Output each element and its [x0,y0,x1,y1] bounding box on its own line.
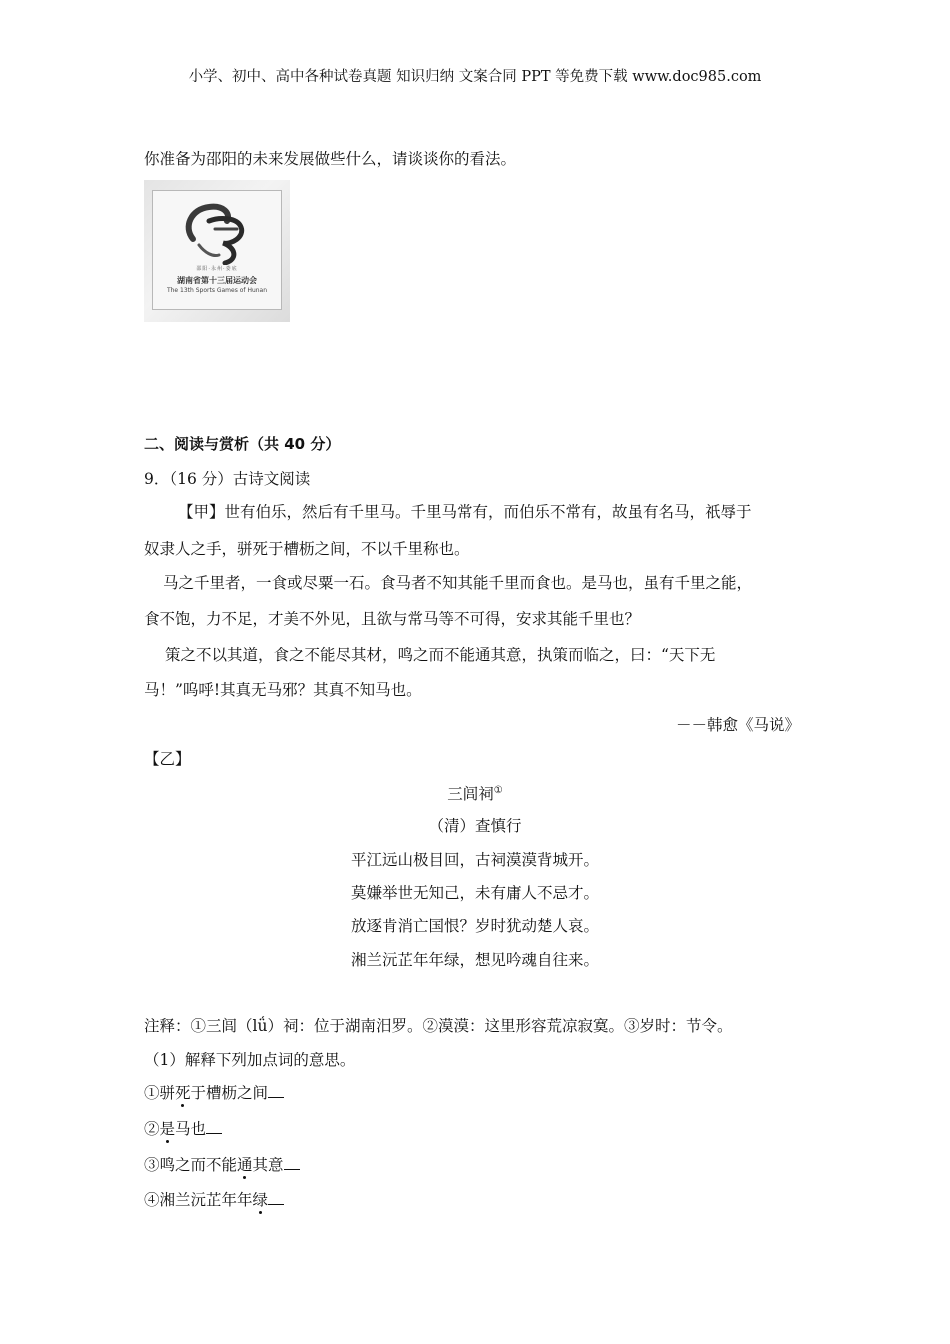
item-text-after: 其意 [252,1156,284,1174]
jia-paragraph-2-line-2: 食不饱，力不足，才美不外见，且欲与常马等不可得，安求其能千里也？ [144,610,641,628]
jia-paragraph-2-line-1: 马之千里者，一食或尽粟一石。食马者不知其能千里而食也。是马也，虽有千里之能， [163,574,753,592]
answer-blank[interactable] [284,1155,300,1170]
item-4 [144,1190,284,1210]
sub-question-1: （1）解释下列加点词的意思。 [144,1051,356,1069]
item-text-after: 马也 [175,1120,207,1138]
poem-line-4: 湘兰沅芷年年绿，想见吟魂自往来。 [350,951,599,969]
item-text-before: 鸣之而不能 [159,1156,238,1174]
sports-games-logo-image [144,180,290,322]
logo-chinese-title: 湖南省第十三届运动会 [177,276,257,285]
question-heading: 9．（16 分）古诗文阅读 [144,470,311,488]
jia-source: －－韩愈《马说》 [676,716,801,734]
item-text-before: 湘兰沅芷年年 [159,1191,253,1209]
page-header: 小学、初中、高中各种试卷真题 知识归纳 文案合同 PPT 等免费下载 www.doc985.com [188,69,762,85]
item-number: ① [144,1084,160,1102]
item-number: ③ [144,1156,160,1174]
poem-line-2: 莫嫌举世无知己，未有庸人不忌才。 [350,884,599,902]
poem-line-1: 平江远山极目回，古祠漠漠背城开。 [350,851,599,869]
item-3 [144,1155,300,1175]
item-number: ② [144,1120,160,1138]
answer-blank[interactable] [268,1190,284,1205]
poem-title-note: ① [493,785,503,796]
answer-blank[interactable] [268,1083,284,1098]
annotation-notes: 注释：①三闾（lǘ）祠：位于湖南汨罗。②漠漠：这里形容荒凉寂寞。③岁时：节令。 [144,1017,733,1035]
dotted-word: 通 [237,1156,253,1174]
item-2 [144,1119,222,1139]
poem-title-text: 三闾祠 [447,785,494,804]
dotted-word: 绿 [252,1191,269,1209]
poem-author: （清）查慎行 [428,817,522,835]
section-title: 二、阅读与赏析（共 40 分） [144,435,341,453]
yi-label: 【乙】 [144,750,191,768]
jia-paragraph-3-line-2: 马！”呜呼!其真无马邪？其真不知马也。 [144,681,422,699]
essay-prompt: 你准备为邵阳的未来发展做些什么，请谈谈你的看法。 [144,150,517,168]
item-text-before: 骈 [159,1084,176,1102]
item-1 [144,1083,284,1103]
poem-line-3: 放逐肯消亡国恨？岁时犹动楚人哀。 [350,917,599,935]
item-text-after: 于槽枥之间 [190,1084,269,1102]
answer-blank[interactable] [206,1119,222,1134]
jia-paragraph-1-line-2: 奴隶人之手，骈死于槽枥之间，不以千里称也。 [144,540,470,558]
dotted-word: 是 [159,1120,176,1138]
item-number: ④ [144,1191,160,1209]
logo-emblem-icon [179,199,255,265]
poem-title [0,781,950,804]
jia-paragraph-3-line-1: 策之不以其道，食之不能尽其材，鸣之而不能通其意，执策而临之，曰：“天下无 [165,646,716,664]
logo-small-text: 邵阳·永州·娄底 [196,266,238,272]
logo-frame [152,190,282,310]
dotted-word: 死 [175,1084,191,1102]
logo-english-title: The 13th Sports Games of Hunan [166,287,268,294]
jia-paragraph-1-line-1: 【甲】世有伯乐，然后有千里马。千里马常有，而伯乐不常有，故虽有名马，祇辱于 [178,503,752,521]
